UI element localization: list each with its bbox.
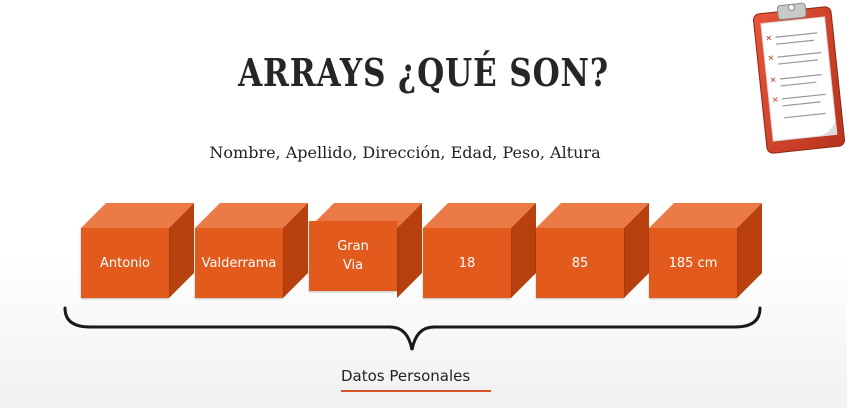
array-element-value: Gran Via <box>309 221 397 291</box>
svg-text:✕: ✕ <box>769 75 778 86</box>
array-element-value: Valderrama <box>195 228 283 298</box>
clipboard-checklist-icon <box>752 0 847 160</box>
array-element-5 <box>536 203 651 299</box>
array-element-6 <box>649 203 764 299</box>
array-element-2 <box>195 203 310 299</box>
slide-title: ARRAYS ¿QUÉ SON? <box>238 50 609 95</box>
array-element-value: 85 <box>536 228 624 298</box>
caption-underline <box>341 390 491 392</box>
array-element-value: 18 <box>423 228 511 298</box>
svg-text:✕: ✕ <box>771 95 780 105</box>
array-element-1 <box>81 203 196 299</box>
svg-text:✕: ✕ <box>767 53 775 64</box>
array-element-3 <box>309 203 424 299</box>
array-element-4 <box>423 203 538 299</box>
fields-list: Nombre, Apellido, Dirección, Edad, Peso, Altura <box>209 143 601 162</box>
svg-text:✕: ✕ <box>765 33 773 44</box>
array-element-value: 185 cm <box>649 228 737 298</box>
curly-brace <box>60 305 770 355</box>
caption: Datos Personales <box>341 367 471 385</box>
array-element-value: Antonio <box>81 228 169 298</box>
